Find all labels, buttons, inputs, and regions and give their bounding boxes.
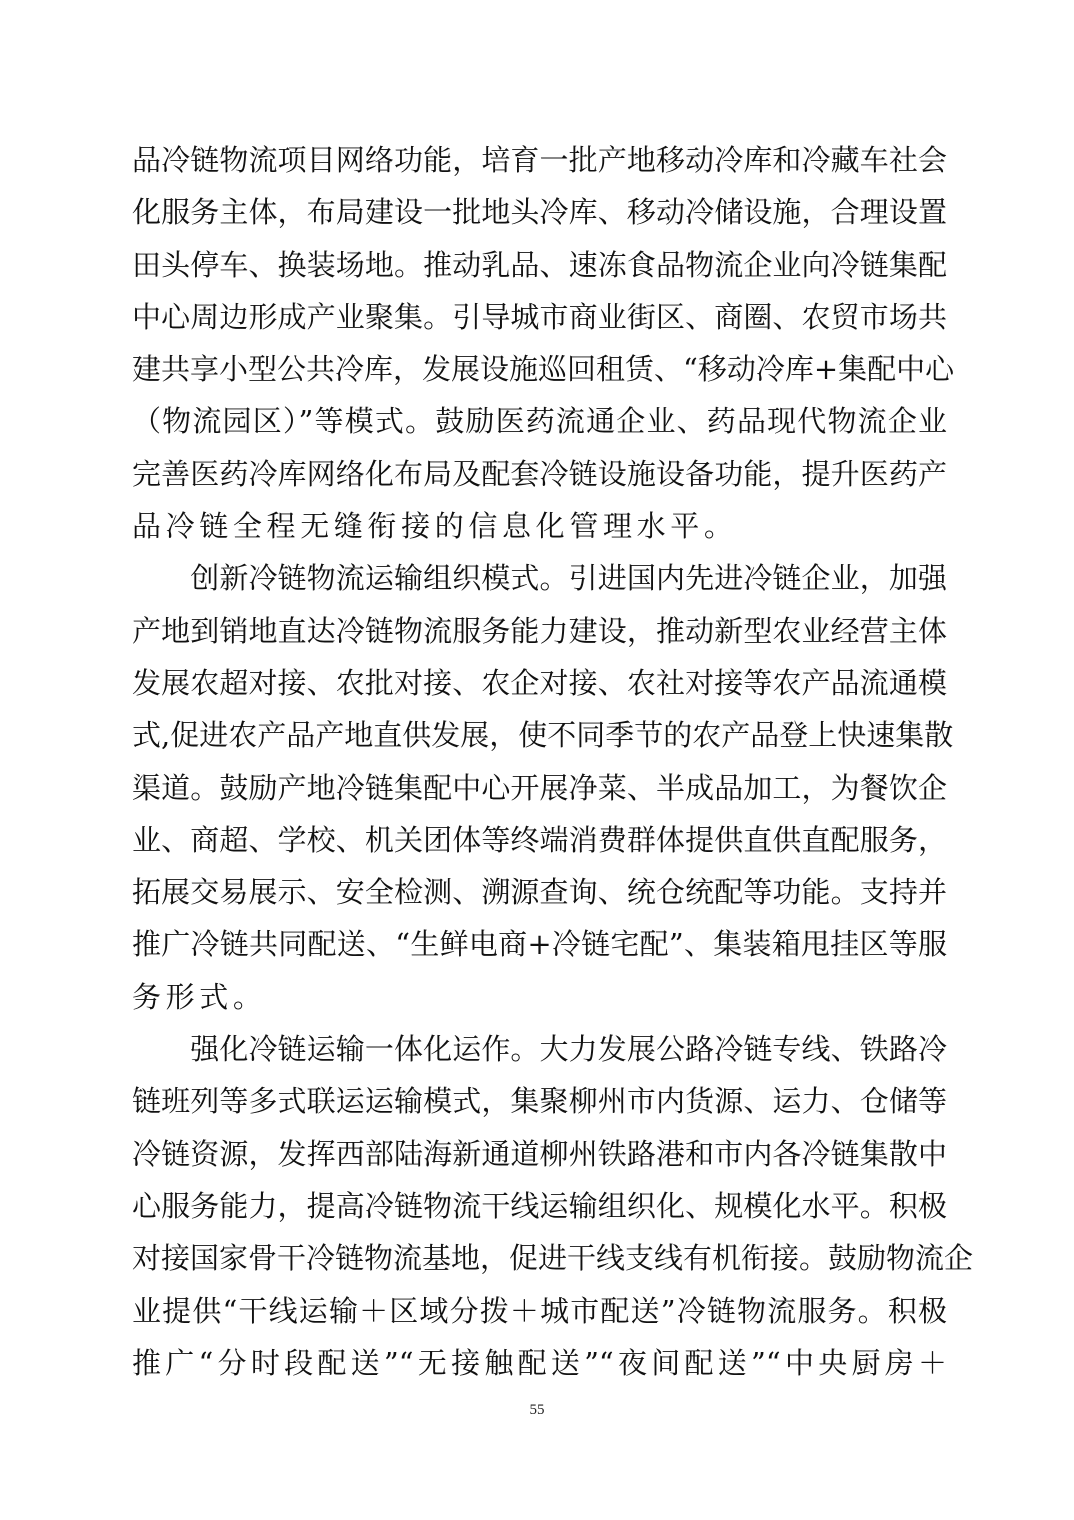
text-line: 化服务主体，布局建设一批地头冷库、移动冷储设施，合理设置 [132, 195, 947, 230]
text-line: （物流园区）”等模式。鼓励医药流通企业、药品现代物流企业 [132, 404, 947, 439]
body-text [132, 134, 974, 1389]
text-line: 业、商超、学校、机关团体等终端消费群体提供直供直配服务， [132, 822, 947, 857]
text-line: 创新冷链物流运输组织模式。引进国内先进冷链企业，加强 [132, 561, 947, 596]
text-line: 式,促进农产品产地直供发展，使不同季节的农产品登上快速集散 [132, 718, 954, 753]
text-line: 心服务能力，提高冷链物流干线运输组织化、规模化水平。积极 [132, 1188, 947, 1223]
text-line: 冷链资源，发挥西部陆海新通道柳州铁路港和市内各冷链集散中 [132, 1136, 947, 1171]
text-line: 业提供“干线运输＋区域分拨＋城市配送”冷链物流服务。积极 [132, 1293, 947, 1328]
text-line: 拓展交易展示、安全检测、溯源查询、统仓统配等功能。支持并 [132, 875, 947, 910]
text-line: 发展农超对接、农批对接、农企对接、农社对接等农产品流通模 [132, 665, 947, 700]
text-line: 田头停车、换装场地。推动乳品、速冻食品物流企业向冷链集配 [132, 247, 947, 282]
text-line: 推广冷链共同配送、“生鲜电商+冷链宅配”、集装箱甩挂区等服 [132, 927, 947, 962]
text-line: 推广“分时段配送”“无接触配送”“夜间配送”“中央厨房＋ [132, 1345, 947, 1380]
text-line: 中心周边形成产业聚集。引导城市商业街区、商圈、农贸市场共 [132, 299, 947, 334]
text-line: 务形式。 [132, 979, 267, 1014]
text-line: 链班列等多式联运运输模式，集聚柳州市内货源、运力、仓储等 [132, 1084, 947, 1119]
text-line: 品冷链全程无缝衔接的信息化管理水平。 [132, 509, 738, 544]
text-line: 渠道。鼓励产地冷链集配中心开展净菜、半成品加工，为餐饮企 [132, 770, 947, 805]
text-line: 对接国家骨干冷链物流基地，促进干线支线有机衔接。鼓励物流企 [132, 1241, 974, 1276]
text-line: 品冷链物流项目网络功能，培育一批产地移动冷库和冷藏车社会 [132, 143, 947, 177]
text-line: 完善医药冷库网络化布局及配套冷链设施设备功能，提升医药产 [132, 456, 947, 491]
text-line: 建共享小型公共冷库，发展设施巡回租赁、“移动冷库+集配中心 [132, 352, 955, 387]
page-number: 55 [529, 1402, 545, 1418]
text-line: 强化冷链运输一体化运作。大力发展公路冷链专线、铁路冷 [132, 1032, 947, 1067]
text-line: 产地到销地直达冷链物流服务能力建设，推动新型农业经营主体 [132, 613, 947, 648]
